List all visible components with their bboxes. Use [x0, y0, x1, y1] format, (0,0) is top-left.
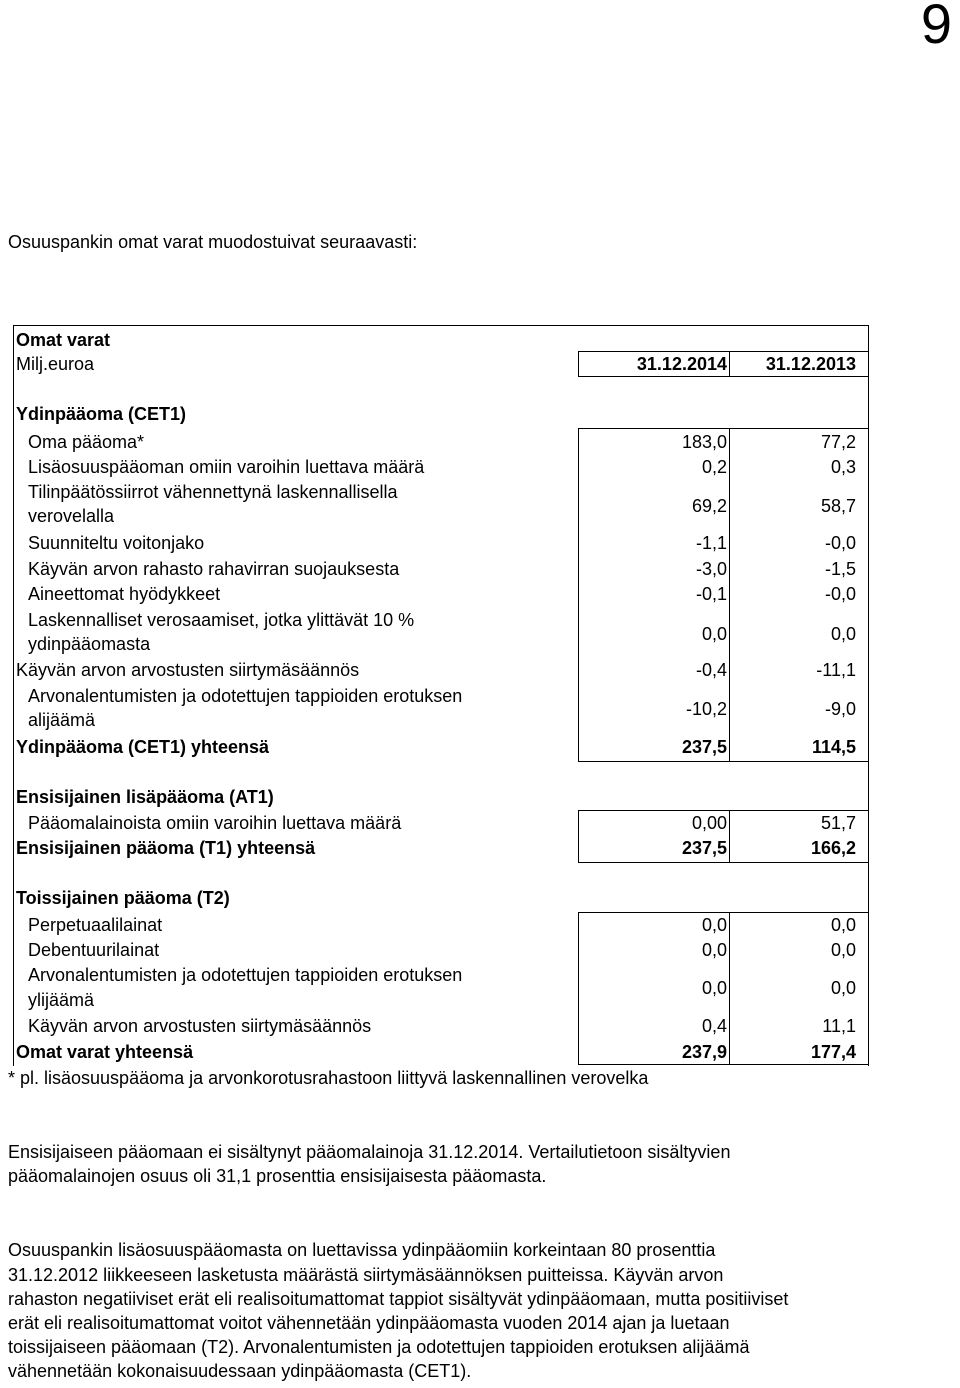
row-label: Käyvän arvon arvostusten siirtymäsäännös [16, 660, 360, 680]
paragraph-line: pääomalainojen osuus oli 31,1 prosenttia ensisijaisesta pääomasta. [8, 1166, 547, 1186]
row-value-2013: 77,2 [820, 432, 856, 452]
cet1-total-label: Ydinpääoma (CET1) yhteensä [16, 737, 270, 757]
row-value-2014: 0,2 [701, 457, 727, 477]
page-number: 9 [920, 0, 952, 55]
cet1-total-2014: 237,5 [681, 737, 727, 757]
row-label: Lisäosuuspääoman omiin varoihin luettava määrä [28, 457, 425, 477]
paragraph-line: Osuuspankin lisäosuuspääomasta on luettavissa ydinpääomiin korkeintaan 80 prosenttia [8, 1240, 716, 1260]
row-value-2014: 0,0 [701, 940, 727, 960]
row-value-2013: 0,0 [830, 915, 856, 935]
row-value-2013: -0,0 [824, 584, 856, 604]
row-value-2013: -0,0 [824, 533, 856, 553]
row-label-cont: ylijäämä [28, 990, 95, 1010]
row-value-2013: 0,3 [830, 457, 856, 477]
row-value-2013: 0,0 [830, 940, 856, 960]
row-label: Pääomalainoista omiin varoihin luettava määrä [28, 813, 402, 833]
row-label: Laskennalliset verosaamiset, jotka ylittävät 10 % [28, 610, 415, 630]
row-label: Käyvän arvon arvostusten siirtymäsäännös [28, 1016, 372, 1036]
row-label: Tilinpäätössiirrot vähennettynä laskennallisella [28, 482, 398, 502]
row-label: Arvonalentumisten ja odotettujen tappioiden erotuksen [28, 965, 463, 985]
paragraph-line: vähennetään kokonaisuudessaan ydinpääomasta (CET1). [8, 1361, 472, 1381]
own-funds-total-label: Omat varat yhteensä [16, 1042, 194, 1062]
row-label: Oma pääoma* [28, 432, 145, 452]
row-value-2014: 0,4 [701, 1016, 727, 1036]
row-value-2014: -1,1 [695, 533, 727, 553]
row-value-2013: -1,5 [824, 559, 856, 579]
t1-total-2014: 237,5 [681, 838, 727, 858]
row-label: Käyvän arvon rahasto rahavirran suojauksesta [28, 559, 400, 579]
paragraph-line: rahaston negatiiviset erät eli realisoitumattomat tappiot sisältyvät ydinpääomaan, mutta positiiviset [8, 1289, 789, 1309]
own-funds-total-2013: 177,4 [810, 1042, 856, 1062]
row-value-2014: 0,00 [691, 813, 727, 833]
col1-header: 31.12.2014 [636, 354, 727, 374]
row-value-2014: 0,0 [701, 915, 727, 935]
table-title: Omat varat [16, 330, 111, 350]
row-value-2014: 69,2 [691, 496, 727, 516]
row-label: Perpetuaalilainat [28, 915, 163, 935]
row-label: Aineettomat hyödykkeet [28, 584, 221, 604]
row-value-2013: 51,7 [820, 813, 856, 833]
intro-text: Osuuspankin omat varat muodostuivat seuraavasti: [8, 232, 418, 252]
row-label-cont: alijäämä [28, 710, 96, 730]
row-value-2013: 0,0 [830, 978, 856, 998]
row-value-2013: 11,1 [822, 1016, 856, 1036]
paragraph-line: erät eli realisoitumattomat voitot vähennetään ydinpääomasta vuoden 2014 ajan ja luetaan [8, 1313, 730, 1333]
paragraph-line: toissijaiseen pääomaan (T2). Arvonalentumisten ja odotettujen tappioiden erotuksen alijäämä [8, 1337, 750, 1357]
t1-total-label: Ensisijainen pääoma (T1) yhteensä [16, 838, 316, 858]
row-label-cont: ydinpääomasta [28, 634, 151, 654]
row-value-2013: -9,0 [824, 699, 856, 719]
t2-header: Toissijainen pääoma (T2) [16, 888, 230, 908]
row-value-2014: 0,0 [701, 978, 727, 998]
paragraph-line: Ensisijaiseen pääomaan ei sisältynyt pääomalainoja 31.12.2014. Vertailutietoon sisältyvien [8, 1142, 731, 1162]
row-value-2014: -0,4 [695, 660, 727, 680]
unit-label: Milj.euroa [16, 354, 95, 374]
row-value-2013: 58,7 [820, 496, 856, 516]
row-value-2013: 0,0 [830, 624, 856, 644]
col2-header: 31.12.2013 [765, 354, 856, 374]
t1-total-2013: 166,2 [810, 838, 856, 858]
cet1-total-2013: 114,5 [811, 737, 856, 757]
footnote: * pl. lisäosuuspääoma ja arvonkorotusrahastoon liittyvä laskennallinen verovelka [8, 1068, 649, 1088]
paragraph-line: 31.12.2012 liikkeeseen lasketusta määrästä siirtymäsäännöksen puitteissa. Käyvän arvon [8, 1265, 724, 1285]
cet1-header: Ydinpääoma (CET1) [16, 404, 187, 424]
row-label-cont: verovelalla [28, 506, 115, 526]
own-funds-total-2014: 237,9 [681, 1042, 727, 1062]
at1-header: Ensisijainen lisäpääoma (AT1) [16, 787, 274, 807]
row-value-2014: -0,1 [695, 584, 727, 604]
row-label: Suunniteltu voitonjako [28, 533, 205, 553]
row-value-2014: 183,0 [681, 432, 727, 452]
row-label: Debentuurilainat [28, 940, 160, 960]
row-label: Arvonalentumisten ja odotettujen tappioiden erotuksen [28, 686, 463, 706]
row-value-2014: -3,0 [695, 559, 727, 579]
row-value-2014: 0,0 [701, 624, 727, 644]
row-value-2013: -11,1 [816, 660, 856, 680]
row-value-2014: -10,2 [685, 699, 727, 719]
